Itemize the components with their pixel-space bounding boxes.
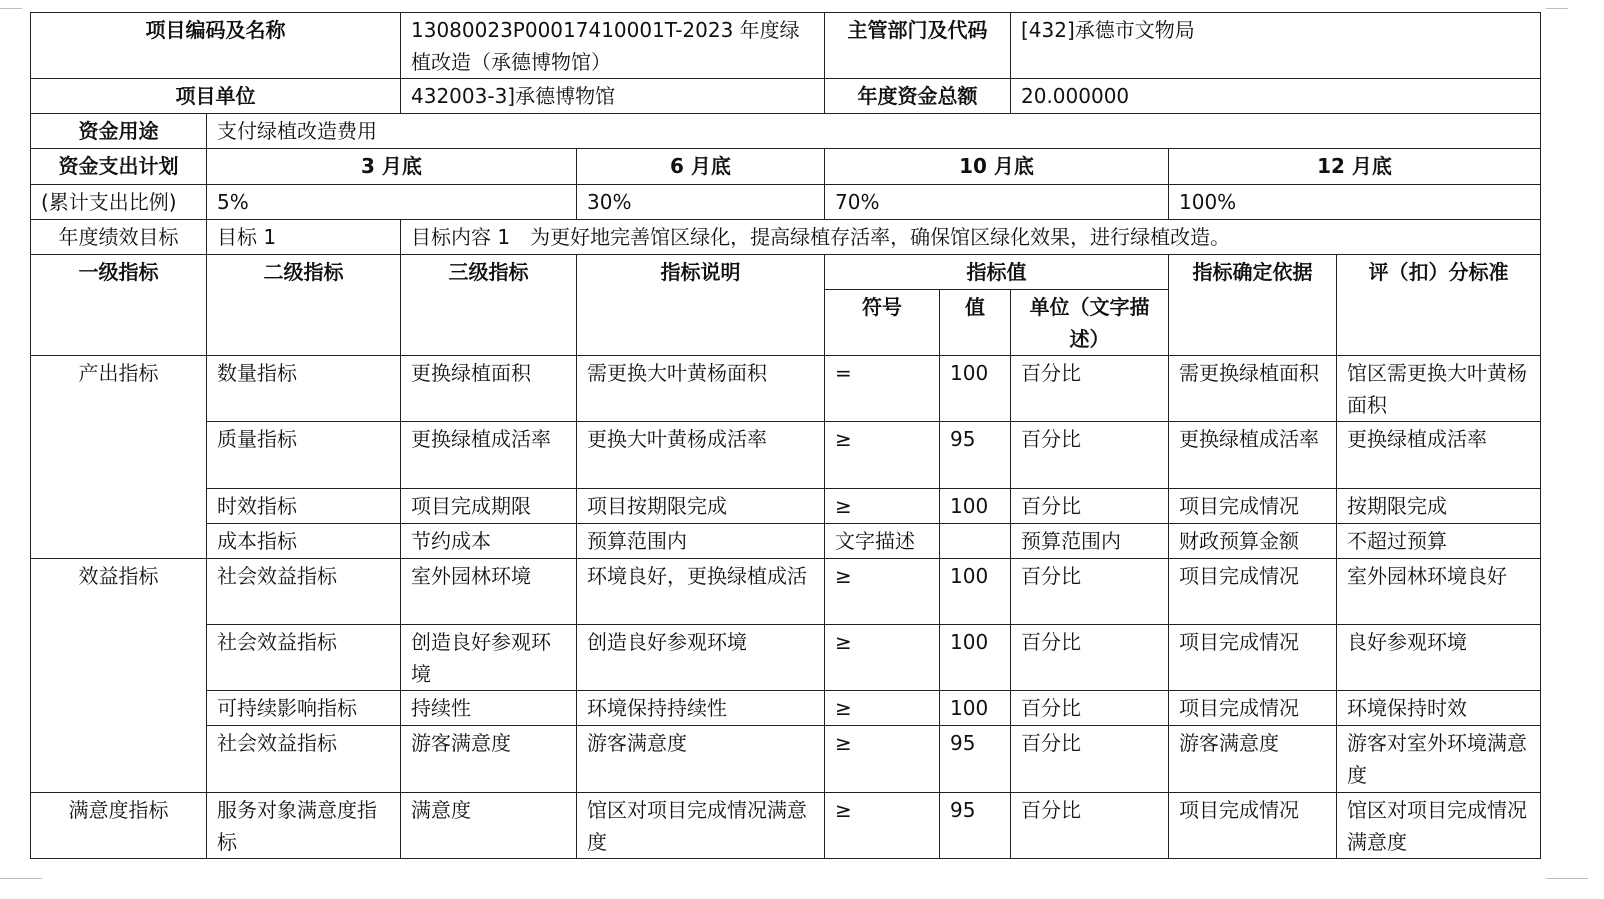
desc-cell: 环境良好，更换绿植成活 <box>577 558 825 624</box>
desc-cell: 馆区对项目完成情况满意度 <box>577 792 825 858</box>
basis-header: 指标确定依据 <box>1169 254 1337 355</box>
unit-value: 432003-3]承德博物馆 <box>401 79 825 114</box>
period-value-2: 30% <box>577 184 825 219</box>
basis-cell: 财政预算金额 <box>1169 523 1337 558</box>
level2-cell: 服务对象满意度指标 <box>207 792 401 858</box>
indicator-header-row-1 <box>31 254 1541 289</box>
symbol-cell: ≥ <box>825 792 940 858</box>
spending-plan-row <box>31 149 1541 184</box>
scoring-cell: 环境保持时效 <box>1337 691 1541 726</box>
desc-cell: 游客满意度 <box>577 726 825 792</box>
dept-value: [432]承德市文物局 <box>1011 13 1541 79</box>
level3-cell: 更换绿植面积 <box>401 356 577 422</box>
symbol-cell: = <box>825 356 940 422</box>
unit-cell: 百分比 <box>1011 488 1169 523</box>
level3-header: 三级指标 <box>401 254 577 355</box>
project-code-label: 项目编码及名称 <box>31 13 401 79</box>
value-cell: 100 <box>940 488 1011 523</box>
symbol-header: 符号 <box>825 289 940 355</box>
level3-cell: 节约成本 <box>401 523 577 558</box>
level1-header: 一级指标 <box>31 254 207 355</box>
page-corner-mark-bottom-left <box>0 878 42 879</box>
unit-header: 单位（文字描述） <box>1011 289 1169 355</box>
level2-cell: 社会效益指标 <box>207 625 401 691</box>
goal-target: 目标 1 <box>207 219 401 254</box>
symbol-cell: ≥ <box>825 726 940 792</box>
level3-cell: 更换绿植成活率 <box>401 422 577 488</box>
value-cell: 100 <box>940 558 1011 624</box>
desc-cell: 更换大叶黄杨成活率 <box>577 422 825 488</box>
basis-cell: 需更换绿植面积 <box>1169 356 1337 422</box>
symbol-cell: ≥ <box>825 488 940 523</box>
basis-cell: 项目完成情况 <box>1169 625 1337 691</box>
table-row <box>31 523 1541 558</box>
value-cell: 95 <box>940 792 1011 858</box>
desc-cell: 需更换大叶黄杨面积 <box>577 356 825 422</box>
level2-cell: 社会效益指标 <box>207 726 401 792</box>
scoring-cell: 按期限完成 <box>1337 488 1541 523</box>
value-cell: 95 <box>940 422 1011 488</box>
level2-cell: 社会效益指标 <box>207 558 401 624</box>
project-code-value: 13080023P00017410001T-2023 年度绿植改造（承德博物馆） <box>401 13 825 79</box>
table-row <box>31 691 1541 726</box>
value-cell: 100 <box>940 356 1011 422</box>
value-cell <box>940 523 1011 558</box>
page-corner-mark-top-right <box>1546 8 1568 9</box>
table-row <box>31 356 1541 422</box>
level2-header: 二级指标 <box>207 254 401 355</box>
level3-cell: 游客满意度 <box>401 726 577 792</box>
scoring-cell: 游客对室外环境满意度 <box>1337 726 1541 792</box>
period-value-1: 5% <box>207 184 577 219</box>
level2-cell: 质量指标 <box>207 422 401 488</box>
annual-goal-label: 年度绩效目标 <box>31 219 207 254</box>
unit-cell: 百分比 <box>1011 558 1169 624</box>
value-group-header: 指标值 <box>825 254 1169 289</box>
unit-cell: 百分比 <box>1011 792 1169 858</box>
desc-cell: 环境保持持续性 <box>577 691 825 726</box>
value-cell: 100 <box>940 625 1011 691</box>
project-unit-row <box>31 79 1541 114</box>
scoring-cell: 良好参观环境 <box>1337 625 1541 691</box>
dept-label: 主管部门及代码 <box>825 13 1011 79</box>
usage-label: 资金用途 <box>31 114 207 149</box>
level3-cell: 项目完成期限 <box>401 488 577 523</box>
value-cell: 100 <box>940 691 1011 726</box>
symbol-cell: ≥ <box>825 422 940 488</box>
symbol-cell: ≥ <box>825 558 940 624</box>
scoring-cell: 馆区对项目完成情况满意度 <box>1337 792 1541 858</box>
period-value-3: 70% <box>825 184 1169 219</box>
basis-cell: 更换绿植成活率 <box>1169 422 1337 488</box>
level2-cell: 时效指标 <box>207 488 401 523</box>
level2-cell: 成本指标 <box>207 523 401 558</box>
scoring-cell: 更换绿植成活率 <box>1337 422 1541 488</box>
page-corner-mark-top-left <box>0 8 22 9</box>
value-cell: 95 <box>940 726 1011 792</box>
fund-usage-row <box>31 114 1541 149</box>
table-row <box>31 625 1541 691</box>
usage-value: 支付绿植改造费用 <box>207 114 1541 149</box>
level3-cell: 满意度 <box>401 792 577 858</box>
desc-cell: 预算范围内 <box>577 523 825 558</box>
spending-ratio-row <box>31 184 1541 219</box>
level3-cell: 持续性 <box>401 691 577 726</box>
unit-cell: 预算范围内 <box>1011 523 1169 558</box>
table-row <box>31 488 1541 523</box>
basis-cell: 项目完成情况 <box>1169 792 1337 858</box>
desc-header: 指标说明 <box>577 254 825 355</box>
table-row <box>31 422 1541 488</box>
unit-cell: 百分比 <box>1011 356 1169 422</box>
value-header: 值 <box>940 289 1011 355</box>
scoring-cell: 室外园林环境良好 <box>1337 558 1541 624</box>
page-corner-mark-bottom-right <box>1546 878 1588 879</box>
scoring-header: 评（扣）分标准 <box>1337 254 1541 355</box>
table-row <box>31 792 1541 858</box>
basis-cell: 游客满意度 <box>1169 726 1337 792</box>
level2-cell: 数量指标 <box>207 356 401 422</box>
unit-cell: 百分比 <box>1011 625 1169 691</box>
spending-plan-label: 资金支出计划 <box>31 149 207 184</box>
symbol-cell: 文字描述 <box>825 523 940 558</box>
scoring-cell: 不超过预算 <box>1337 523 1541 558</box>
unit-label: 项目单位 <box>31 79 401 114</box>
group-satisfaction: 满意度指标 <box>31 792 207 858</box>
period-label-2: 6 月底 <box>577 149 825 184</box>
table-row <box>31 726 1541 792</box>
scoring-cell: 馆区需更换大叶黄杨面积 <box>1337 356 1541 422</box>
group-benefit: 效益指标 <box>31 558 207 792</box>
unit-cell: 百分比 <box>1011 726 1169 792</box>
unit-cell: 百分比 <box>1011 422 1169 488</box>
fund-value: 20.000000 <box>1011 79 1541 114</box>
symbol-cell: ≥ <box>825 625 940 691</box>
desc-cell: 创造良好参观环境 <box>577 625 825 691</box>
group-output: 产出指标 <box>31 356 207 559</box>
level2-cell: 可持续影响指标 <box>207 691 401 726</box>
project-code-row <box>31 13 1541 79</box>
desc-cell: 项目按期限完成 <box>577 488 825 523</box>
level3-cell: 室外园林环境 <box>401 558 577 624</box>
basis-cell: 项目完成情况 <box>1169 488 1337 523</box>
basis-cell: 项目完成情况 <box>1169 558 1337 624</box>
symbol-cell: ≥ <box>825 691 940 726</box>
period-label-3: 10 月底 <box>825 149 1169 184</box>
period-value-4: 100% <box>1169 184 1541 219</box>
unit-cell: 百分比 <box>1011 691 1169 726</box>
table-row <box>31 558 1541 624</box>
period-label-4: 12 月底 <box>1169 149 1541 184</box>
goal-content: 目标内容 1 为更好地完善馆区绿化，提高绿植存活率，确保馆区绿化效果，进行绿植改造。 <box>401 219 1541 254</box>
basis-cell: 项目完成情况 <box>1169 691 1337 726</box>
annual-goal-row <box>31 219 1541 254</box>
performance-target-table <box>30 12 1541 859</box>
level3-cell: 创造良好参观环境 <box>401 625 577 691</box>
fund-label: 年度资金总额 <box>825 79 1011 114</box>
period-label-1: 3 月底 <box>207 149 577 184</box>
spending-ratio-label: (累计支出比例) <box>31 184 207 219</box>
